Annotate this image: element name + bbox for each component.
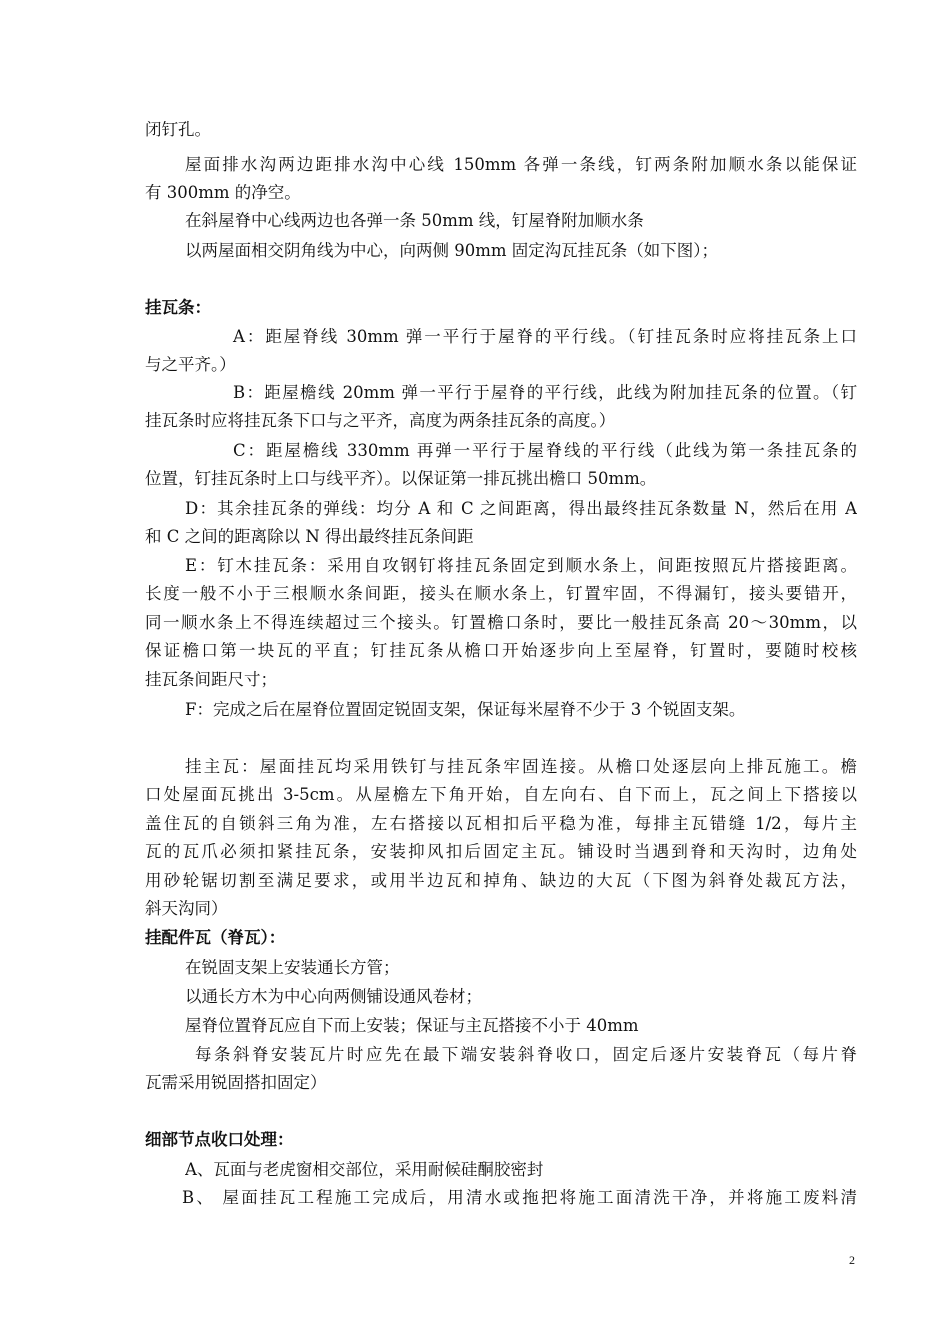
paragraph-line: 以两屋面相交阴角线为中心，向两侧 90mm 固定沟瓦挂瓦条（如下图）； [185, 241, 719, 260]
paragraph-line: 斜天沟同） [145, 899, 228, 918]
paragraph-line: 同一顺水条上不得连续超过三个接头。钉置檐口条时，要比一般挂瓦条高 20～30mm，以 [145, 613, 857, 632]
paragraph-line: 与之平齐。） [145, 355, 236, 374]
paragraph-line: B、 屋面挂瓦工程施工完成后，用清水或拖把将施工面清洗干净，并将施工废料清 [182, 1188, 857, 1207]
paragraph-line: 口处屋面瓦挑出 3-5cm。从屋檐左下角开始，自左向右、自下而上，瓦之间上下搭接以 [145, 785, 857, 804]
paragraph-line: 挂主瓦：屋面挂瓦均采用铁钉与挂瓦条牢固连接。从檐口处逐层向上排瓦施工。檐 [185, 757, 857, 776]
paragraph-line: 每条斜脊安装瓦片时应先在最下端安装斜脊收口，固定后逐片安装脊瓦（每片脊 [195, 1045, 857, 1064]
paragraph-line: E：钉木挂瓦条：采用自攻钢钉将挂瓦条固定到顺水条上，间距按照瓦片搭接距离。 [185, 556, 857, 575]
paragraph-line: 瓦的瓦爪必须扣紧挂瓦条，安装抑风扣后固定主瓦。铺设时当遇到脊和天沟时，边角处 [145, 842, 857, 861]
paragraph-line: C：距屋檐线 330mm 再弹一平行于屋脊线的平行线（此线为第一条挂瓦条的 [233, 441, 857, 460]
paragraph-line: 挂瓦条间距尺寸； [145, 670, 277, 689]
paragraph-line: 长度一般不小于三根顺水条间距，接头在顺水条上，钉置牢固，不得漏钉，接头要错开， [145, 584, 857, 603]
paragraph-line: 以通长方木为中心向两侧铺设通风卷材； [185, 987, 482, 1006]
section-heading-tile-batten: 挂瓦条： [145, 298, 211, 317]
paragraph-line: A：距屋脊线 30mm 弹一平行于屋脊的平行线。（钉挂瓦条时应将挂瓦条上口 [233, 327, 857, 346]
paragraph-line: 有 300mm 的净空。 [145, 183, 301, 202]
page-number: 2 [849, 1253, 855, 1267]
paragraph-line: 屋脊位置脊瓦应自下而上安装；保证与主瓦搭接不小于 40mm [185, 1016, 639, 1035]
paragraph-line: 屋面排水沟两边距排水沟中心线 150mm 各弹一条线，钉两条附加顺水条以能保证 [185, 155, 857, 174]
section-heading-detail-closure: 细部节点收口处理： [145, 1130, 294, 1149]
paragraph-line: 在锐固支架上安装通长方管； [185, 958, 400, 977]
paragraph-line: 位置，钉挂瓦条时上口与线平齐）。以保证第一排瓦挑出檐口 50mm。 [145, 469, 657, 488]
paragraph-line: 用砂轮锯切割至满足要求，或用半边瓦和掉角、缺边的大瓦（下图为斜脊处裁瓦方法， [145, 871, 857, 890]
paragraph-line: 盖住瓦的自锁斜三角为准，左右搭接以瓦相扣后平稳为准，每排主瓦错缝 1/2，每片主 [145, 814, 857, 833]
paragraph-line: A、瓦面与老虎窗相交部位，采用耐候硅酮胶密封 [185, 1160, 544, 1179]
paragraph-line: B：距屋檐线 20mm 弹一平行于屋脊的平行线，此线为附加挂瓦条的位置。（钉 [233, 383, 857, 402]
paragraph-line: D：其余挂瓦条的弹线：均分 A 和 C 之间距离，得出最终挂瓦条数量 N，然后在用 A [185, 499, 857, 518]
paragraph-line: 和 C 之间的距离除以 N 得出最终挂瓦条间距 [145, 527, 474, 546]
paragraph-line: 瓦需采用锐固搭扣固定） [145, 1073, 327, 1092]
paragraph-line: 保证檐口第一块瓦的平直；钉挂瓦条从檐口开始逐步向上至屋脊，钉置时，要随时校核 [145, 641, 857, 660]
paragraph-line: 挂瓦条时应将挂瓦条下口与之平齐，高度为两条挂瓦条的高度。） [145, 411, 616, 430]
paragraph-line: F：完成之后在屋脊位置固定锐固支架，保证每米屋脊不少于 3 个锐固支架。 [185, 700, 746, 719]
section-heading-fitting-tiles: 挂配件瓦（脊瓦）： [145, 928, 286, 947]
paragraph-line: 在斜屋脊中心线两边也各弹一条 50mm 线，钉屋脊附加顺水条 [185, 211, 644, 230]
paragraph-line: 闭钉孔。 [145, 120, 211, 139]
